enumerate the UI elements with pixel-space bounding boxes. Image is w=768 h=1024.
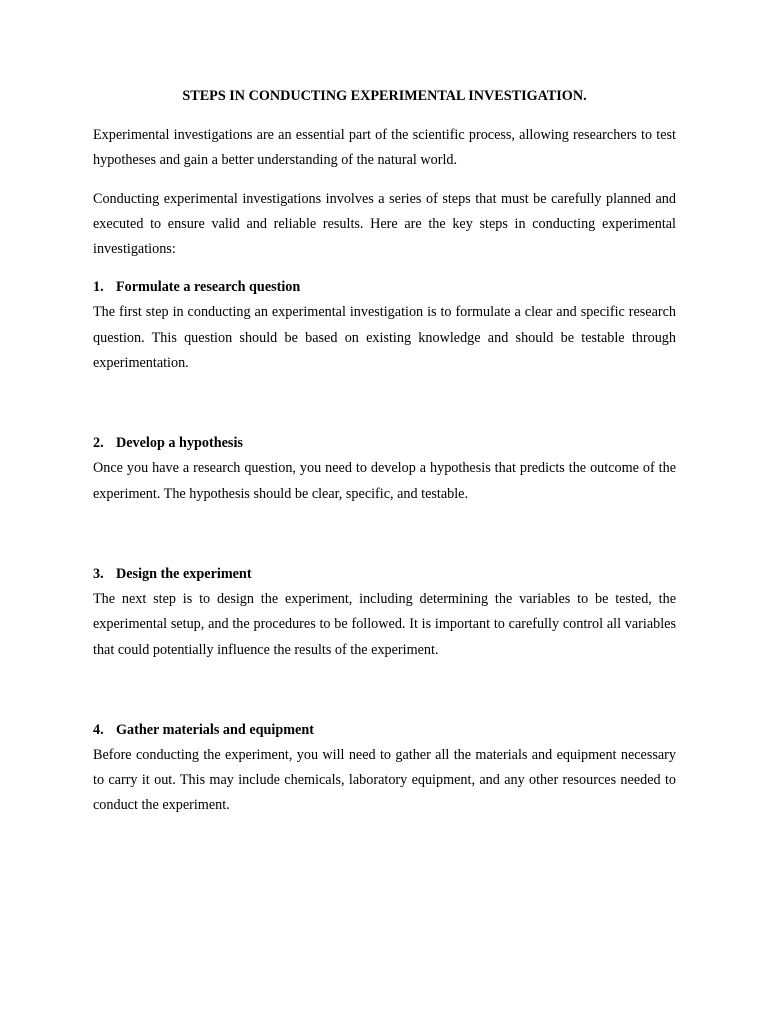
step-heading xyxy=(93,718,676,743)
step-4 xyxy=(93,718,676,819)
step-title: Develop a hypothesis xyxy=(116,435,243,452)
step-title: Gather materials and equipment xyxy=(116,721,314,738)
step-2 xyxy=(93,431,676,507)
step-number: 2. xyxy=(93,435,104,452)
step-title: Design the experiment xyxy=(116,565,252,582)
step-heading xyxy=(93,431,676,456)
step-1 xyxy=(93,275,676,376)
step-number: 1. xyxy=(93,279,104,296)
step-heading xyxy=(93,562,676,587)
document-title: STEPS IN CONDUCTING EXPERIMENTAL INVESTIGATION. xyxy=(182,88,587,104)
intro-paragraph-1: Experimental investigations are an essential part of the scientific process, allowing researchers to test hypotheses and gain a better understanding of the natural world. xyxy=(93,127,676,169)
step-number: 4. xyxy=(93,721,104,738)
intro-paragraph-2: Conducting experimental investigations involves a series of steps that must be carefully planned and executed to ensure valid and reliable results. Here are the key steps in conducting experimental investigations: xyxy=(93,190,676,258)
step-heading xyxy=(93,275,676,300)
step-3 xyxy=(93,562,676,663)
step-number: 3. xyxy=(93,565,104,582)
step-title: Formulate a research question xyxy=(116,279,301,296)
step-body: The first step in conducting an experimental investigation is to formulate a clear and specific research question. This question should be based on existing knowledge and should be testable through experimentation. xyxy=(93,304,676,372)
step-body: Once you have a research question, you need to develop a hypothesis that predicts the outcome of the experiment. The hypothesis should be clear, specific, and testable. xyxy=(93,460,676,502)
step-body: The next step is to design the experiment, including determining the variables to be tested, the experimental setup, and the procedures to be followed. It is important to carefully control all variables that could potentially influence the results of the experiment. xyxy=(93,590,676,658)
document-page xyxy=(93,84,676,819)
step-body: Before conducting the experiment, you will need to gather all the materials and equipment necessary to carry it out. This may include chemicals, laboratory equipment, and any other resources needed to conduct the experiment. xyxy=(93,746,676,814)
